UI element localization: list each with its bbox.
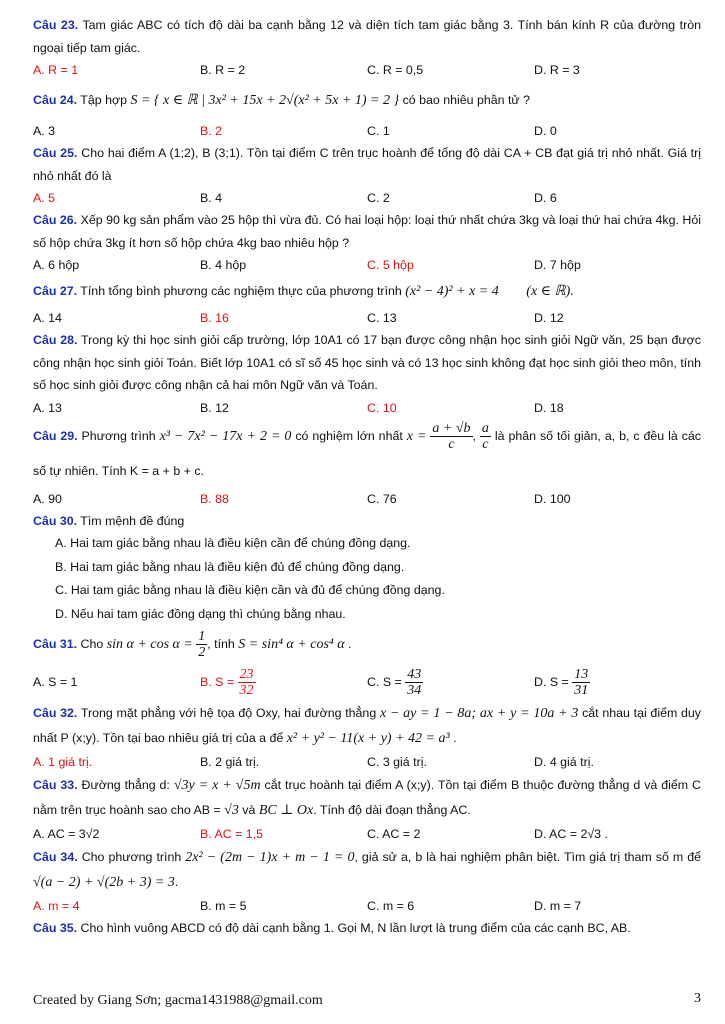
question-text: Phương trình (81, 428, 156, 443)
question-number: Câu 29. (33, 428, 78, 443)
option-d[interactable]: D. m = 7 (534, 899, 582, 913)
option-d[interactable]: D. 0 (534, 124, 557, 138)
question-text: Trong kỳ thi học sinh giỏi cấp trường, lớp 10A1 có 17 bạn được công nhận học sinh giỏi Ngữ văn, 25 bạn được công nhận học sinh giỏi Toán. Biết lớp 10A1 có sĩ số 45 học sinh và có 13 học sinh không đạt học sinh giỏi theo môn, tính số học sinh giỏi được công nhận cả hai môn Ngữ văn và Toán. (33, 333, 702, 392)
option-label: D. S = (534, 675, 569, 689)
root-condition-formula: √(a − 2) + √(2b + 3) = 3 (33, 875, 175, 890)
answer-options (33, 895, 701, 917)
statement-list (55, 532, 701, 626)
question-text: Cho (80, 637, 104, 651)
option-d[interactable]: D. 100 (534, 491, 571, 506)
question-text: Tính tổng bình phương các nghiệm thực của phương trình (80, 284, 402, 298)
root-fraction (430, 421, 472, 452)
option-a[interactable]: A. R = 1 (33, 63, 79, 77)
question-number: Câu 33. (33, 778, 78, 792)
fraction-numerator: 1 (198, 629, 206, 645)
option-b[interactable]: B. 16 (200, 311, 229, 325)
fraction-numerator: a (481, 420, 489, 436)
option-a[interactable]: A. 5 (33, 191, 56, 205)
set-formula: S = { x ∈ ℝ | 3x² + 15x + 2√(x² + 5x + 1) = 2 } (130, 93, 400, 108)
statement-b[interactable]: B. Hai tam giác bằng nhau là điều kiện đủ để chúng đồng dạng. (55, 559, 405, 574)
answer-options (33, 307, 701, 329)
page-number: 3 (694, 991, 701, 1006)
question-number: Câu 23. (33, 18, 79, 32)
option-d[interactable]: D. R = 3 (534, 63, 580, 77)
given-formula: sin α + cos α = (106, 637, 193, 652)
root-lhs: x = (406, 428, 427, 444)
question-text: Cho hình vuông ABCD có độ dài cạnh bằng 1. Gọi M, N lần lượt là trung điểm của các cạnh BC, AB. (80, 921, 631, 935)
question-number: Câu 31. (33, 637, 78, 651)
option-fraction (405, 667, 423, 698)
perpendicular-formula: BC ⊥ Ox (258, 803, 314, 818)
fraction-numerator: 43 (407, 667, 422, 683)
question-number: Câu 24. (33, 93, 78, 107)
question-text: Tam giác ABC có tích độ dài ba cạnh bằng 12 và diện tích tam giác bằng 3. Tính bán kính R của đường tròn ngoại tiếp tam giác. (33, 18, 701, 55)
statement-c[interactable]: C. Hai tam giác bằng nhau là điều kiện cần và đủ để chúng đồng dạng. (55, 583, 445, 597)
option-b[interactable]: B. 2 (200, 124, 223, 138)
option-c[interactable]: C. R = 0,5 (367, 63, 424, 77)
question-31: Câu 31. Cho sin α + cos α = $\frac{1}{2}$ , tính S = sin⁴ α + cos⁴ α . A. S = 1 B. S = $\frac{23}{32}$ C. S = $\frac{43}{34}$ D. S = $\frac{13}{31}$ (33, 626, 701, 701)
option-label: C. S = (367, 675, 402, 689)
option-fraction (238, 667, 256, 698)
target-formula: S = sin⁴ α + cos⁴ α (238, 637, 345, 652)
fraction-denominator: 34 (407, 683, 422, 699)
option-d[interactable]: D. 6 (534, 191, 557, 205)
option-c[interactable]: C. 10 (367, 400, 397, 415)
equation-formula: (x² − 4)² + x = 4 (405, 284, 499, 299)
answer-options (33, 663, 701, 701)
option-a[interactable]: A. 14 (33, 311, 62, 325)
option-c[interactable] (367, 663, 534, 701)
line-formula: √3y = x + √5m (173, 778, 261, 793)
option-a[interactable]: A. 90 (33, 491, 62, 506)
option-c[interactable]: C. AC = 2 (367, 827, 421, 841)
option-b[interactable]: B. 4 (200, 191, 223, 205)
question-text-mid: , giả sử a, b là hai nghiệm phân biệt. Tìm giá trị tham số m để (354, 850, 701, 864)
answer-options (33, 254, 701, 276)
option-c[interactable]: C. m = 6 (367, 899, 415, 913)
question-number: Câu 34. (33, 850, 78, 864)
equation-formula: 2x² − (2m − 1)x + m − 1 = 0 (185, 850, 355, 865)
question-number: Câu 32. (33, 706, 78, 720)
question-text: Cho phương trình (81, 850, 182, 864)
answer-options (33, 488, 701, 510)
question-number: Câu 25. (33, 146, 78, 160)
question-30 (33, 510, 701, 627)
option-label: A. S = 1 (33, 675, 78, 689)
question-number: Câu 27. (33, 284, 78, 298)
question-number: Câu 30. (33, 513, 78, 528)
exam-page (33, 14, 701, 940)
option-a[interactable]: A. m = 4 (33, 899, 80, 913)
statement-d[interactable]: D. Nếu hai tam giác đồng dạng thì chúng bằng nhau. (55, 606, 346, 621)
root-denominator: c (448, 436, 455, 452)
option-d[interactable]: D. 18 (534, 400, 564, 415)
question-24 (33, 81, 701, 142)
domain-condition: (x ∈ ℝ). (526, 284, 574, 299)
option-a[interactable]: A. 3 (33, 124, 56, 138)
question-text-tail: . Tính độ dài đoạn thẳng AC. (313, 803, 471, 817)
fraction-numerator: 23 (239, 667, 254, 683)
statement-a[interactable]: A. Hai tam giác bằng nhau là điều kiện cần để chúng đồng dạng. (55, 536, 411, 550)
question-35 (33, 917, 701, 940)
option-d[interactable]: D. 12 (534, 311, 564, 325)
equation-formula: x³ − 7x² − 17x + 2 = 0 (159, 428, 292, 444)
question-25 (33, 142, 701, 209)
question-text: Trong mặt phẳng với hệ tọa độ Oxy, hai đường thẳng (80, 706, 377, 720)
page-footer (33, 993, 701, 1009)
question-28 (33, 329, 701, 419)
question-number: Câu 28. (33, 333, 78, 347)
question-33 (33, 773, 701, 845)
fraction-denominator: c (482, 436, 489, 452)
question-34 (33, 845, 701, 917)
question-27 (33, 276, 701, 329)
answer-options (33, 59, 701, 81)
option-b[interactable]: B. m = 5 (200, 899, 247, 913)
option-b[interactable] (200, 663, 367, 701)
question-text-tail: . (174, 875, 179, 889)
option-d[interactable] (534, 663, 701, 701)
answer-options (33, 397, 701, 419)
option-d[interactable]: D. AC = 2√3 . (534, 827, 608, 841)
question-text-tail: là phân số tối giản, a, b, c đều là các số tự nhiên. Tính K = a + b + c. (33, 428, 701, 478)
condition-formula: x² + y² − 11(x + y) + 42 = a³ (286, 731, 450, 746)
root-numerator: a + √b (432, 420, 471, 436)
option-c[interactable]: C. 5 hộp (367, 258, 414, 272)
option-a[interactable]: A. 13 (33, 400, 62, 415)
question-number: Câu 35. (33, 921, 78, 935)
option-a[interactable]: A. 6 hộp (33, 258, 80, 272)
answer-options (33, 120, 701, 142)
option-c[interactable]: C. 1 (367, 124, 390, 138)
option-b[interactable]: B. 12 (200, 400, 229, 415)
option-c[interactable]: C. 3 giá trị. (367, 755, 427, 769)
option-label: B. S = (200, 675, 235, 689)
option-c[interactable]: C. 2 (367, 191, 390, 205)
ab-length: √3 (224, 803, 239, 818)
question-text: Tập hợp (80, 93, 127, 107)
option-c[interactable]: C. 76 (367, 491, 397, 506)
lines-formula: x − ay = 1 − 8a; ax + y = 10a + 3 (379, 706, 579, 721)
question-text: Tìm mệnh đề đúng (80, 513, 185, 528)
fraction-a-over-c (480, 421, 491, 452)
option-d[interactable]: D. 4 giá trị. (534, 755, 594, 769)
fraction-denominator: 2 (198, 645, 206, 661)
option-b[interactable]: B. 88 (200, 491, 229, 506)
option-a[interactable]: A. 1 giá trị. (33, 755, 93, 769)
question-number: Câu 26. (33, 213, 78, 227)
question-text-tail: có bao nhiêu phần tử ? (402, 93, 531, 107)
option-b[interactable]: B. R = 2 (200, 63, 246, 77)
question-23 (33, 14, 701, 81)
option-b[interactable]: B. 2 giá trị. (200, 755, 260, 769)
conjunction: và (242, 803, 256, 817)
question-text: Cho hai điểm A (1;2), B (3;1). Tồn tại điểm C trên trục hoành để tổng độ dài CA + CB đạt giá trị nhỏ nhất. Giá trị nhỏ nhất đó là (33, 146, 701, 183)
answer-options (33, 823, 701, 845)
question-29: Câu 29. Phương trình x³ − 7x² − 17x + 2 = 0 có nghiệm lớn nhất x = $\frac{a + √b}{c}$ , $\frac{a}{c}$ là phân số tối giản, a, b, c đều là các số tự nhiên. Tính K = a + b + c. A. 90 B. 88 C. 76 D. 100 (33, 419, 701, 510)
question-26 (33, 209, 701, 276)
option-b[interactable]: B. 4 hộp (200, 258, 247, 272)
answer-options (33, 187, 701, 209)
question-32: Câu 32. Trong mặt phẳng với hệ tọa độ Oxy, hai đường thẳng x − ay = 1 − 8a; ax + y = 10a + 3 cắt nhau tại điểm duy nhất P (x;y). Tồn tại bao nhiêu giá trị của a để x² + y² − 11(x + y) + 42 = a³ . A. 1 giá trị. B. 2 giá trị. C. 3 giá trị. D. 4 giá trị. (33, 701, 701, 773)
question-text-mid: có nghiệm lớn nhất (295, 428, 403, 443)
option-c[interactable]: C. 13 (367, 311, 397, 325)
fraction-denominator: 31 (574, 683, 589, 699)
option-a[interactable]: A. AC = 3√2 (33, 827, 100, 841)
footer-credit: Created by Giang Sơn; gacma1431988@gmail.com (33, 993, 323, 1008)
question-text-mid: cắt nhau tại điểm duy nhất P (x;y). Tồn tại bao nhiêu giá trị của a để (33, 706, 701, 745)
answer-options (33, 751, 701, 773)
question-text: Đường thẳng d: (81, 778, 170, 792)
option-fraction (572, 667, 590, 698)
given-fraction (196, 629, 207, 660)
question-text: Xếp 90 kg sản phẩm vào 25 hộp thì vừa đủ. Có hai loại hộp: loại thứ nhất chứa 3kg và loại thứ hai chứa 4kg. Hỏi số hộp chứa 3kg ít hơn số hộp chứa 4kg bao nhiêu hộp ? (33, 213, 701, 250)
question-text-mid: , tính (207, 637, 235, 651)
fraction-numerator: 13 (574, 667, 589, 683)
question-text-mid: cắt trục hoành tại điểm A (x;y). Tồn tại điểm B thuộc đường thẳng d và điểm C nằm trên trục hoành sao cho AB = (33, 778, 701, 817)
option-a[interactable] (33, 663, 200, 701)
fraction-denominator: 32 (239, 683, 254, 699)
option-d[interactable]: D. 7 hộp (534, 258, 581, 272)
option-b[interactable]: B. AC = 1,5 (200, 827, 264, 841)
